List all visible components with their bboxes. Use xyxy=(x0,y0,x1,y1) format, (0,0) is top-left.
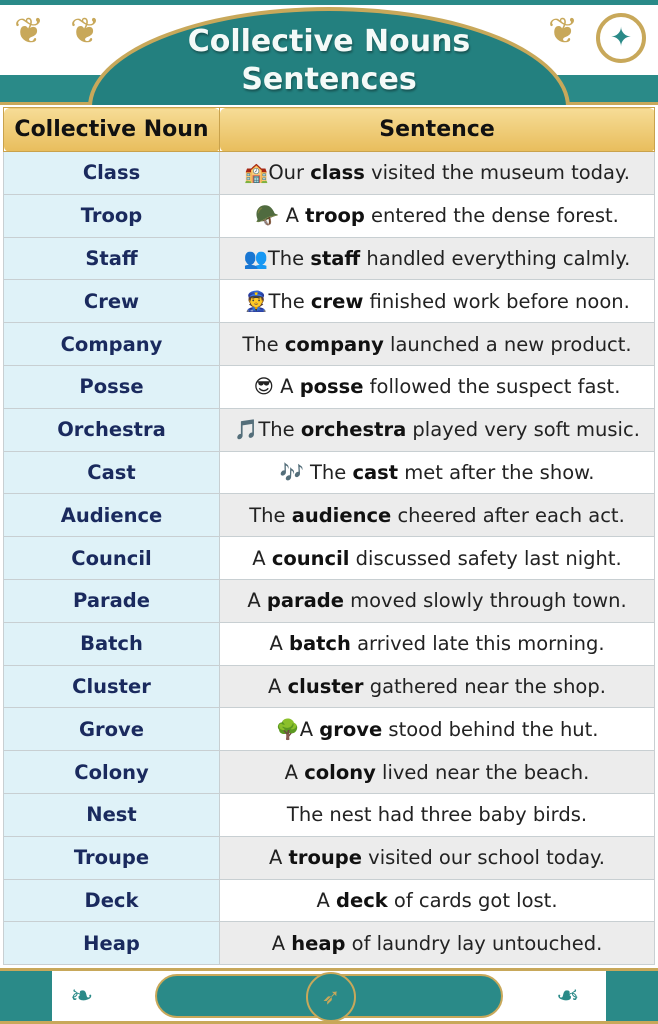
emoji-icon: 🎵 xyxy=(234,418,259,442)
sentence-noun: batch xyxy=(288,632,351,656)
collective-nouns-table xyxy=(3,107,655,965)
table-row xyxy=(4,280,655,323)
sentence-noun: troop xyxy=(305,204,365,228)
sentence-pre: A xyxy=(252,546,272,570)
table-row xyxy=(4,879,655,922)
noun-cell: Nest xyxy=(4,793,220,836)
sentence-post: played very soft music. xyxy=(406,418,640,442)
sentence-post: lived near the beach. xyxy=(375,760,590,784)
footer-border xyxy=(0,968,658,1024)
sentence-post: stood behind the hut. xyxy=(382,717,599,741)
sentence-post: visited the museum today. xyxy=(364,161,630,185)
compass-icon: ➶ xyxy=(306,972,356,1022)
noun-cell: Batch xyxy=(4,622,220,665)
sentence-pre: A xyxy=(269,846,289,870)
compass-icon: ✦ xyxy=(596,13,646,63)
emoji-icon: 👮 xyxy=(244,289,269,313)
table-row xyxy=(4,323,655,366)
sentence-post: of cards got lost. xyxy=(387,888,558,912)
sentence-cell xyxy=(220,237,655,280)
sentence-post: gathered near the shop. xyxy=(363,674,606,698)
emoji-icon: 😎 xyxy=(253,375,274,399)
sentence-post: arrived late this morning. xyxy=(350,632,605,656)
corner-ornament xyxy=(606,971,658,1021)
leaf-ornament-icon: ❧ xyxy=(556,979,580,1012)
noun-cell: Staff xyxy=(4,237,220,280)
emoji-icon: 🎶 xyxy=(279,460,304,484)
sentence-cell xyxy=(220,152,655,195)
sentence-pre: A xyxy=(271,931,292,955)
noun-cell: Cast xyxy=(4,451,220,494)
sentence-cell xyxy=(220,922,655,965)
noun-cell: Grove xyxy=(4,708,220,751)
sentence-pre: The xyxy=(268,289,311,313)
sentence-post: discussed safety last night. xyxy=(349,546,622,570)
sentence-noun: posse xyxy=(299,375,364,399)
sentence-post: followed the suspect fast. xyxy=(363,375,621,399)
sentence-cell xyxy=(220,537,655,580)
emoji-icon: 🏫 xyxy=(244,161,269,185)
noun-cell: Deck xyxy=(4,879,220,922)
table-row xyxy=(4,237,655,280)
sentence-noun: troupe xyxy=(288,846,362,870)
sentence-pre: A xyxy=(316,888,337,912)
sentence-noun: council xyxy=(271,546,350,570)
column-header-sentence: Sentence xyxy=(220,108,655,152)
noun-cell: Cluster xyxy=(4,665,220,708)
sentence-noun: class xyxy=(310,161,365,185)
table-row xyxy=(4,579,655,622)
table-row xyxy=(4,537,655,580)
sentence-noun: heap xyxy=(291,931,346,955)
sentence-cell xyxy=(220,451,655,494)
sentence-cell xyxy=(220,879,655,922)
plant-icon: ❦ xyxy=(548,11,579,52)
sentence-noun: cast xyxy=(352,460,399,484)
sentence-cell xyxy=(220,622,655,665)
sentence-pre: A xyxy=(269,632,289,656)
sentence-pre: Our xyxy=(268,161,311,185)
sentence-post: cheered after each act. xyxy=(391,503,625,527)
sentence-pre: A xyxy=(284,760,305,784)
sentence-noun: parade xyxy=(266,589,344,613)
sentence-cell xyxy=(220,708,655,751)
sentence-post: moved slowly through town. xyxy=(343,589,627,613)
table-row xyxy=(4,152,655,195)
sentence-noun: crew xyxy=(310,289,364,313)
sentence-cell xyxy=(220,665,655,708)
sentence-pre: The xyxy=(258,418,301,442)
table-row xyxy=(4,451,655,494)
table-row xyxy=(4,922,655,965)
table-row xyxy=(4,665,655,708)
table-row xyxy=(4,622,655,665)
sentence-pre: A xyxy=(279,204,306,228)
sentence-pre: A xyxy=(299,717,320,741)
sentence-cell xyxy=(220,323,655,366)
page-title xyxy=(88,23,570,99)
sentence-cell xyxy=(220,280,655,323)
sentence-pre: A xyxy=(268,674,288,698)
header-banner xyxy=(0,0,658,100)
noun-cell: Audience xyxy=(4,494,220,537)
noun-cell: Council xyxy=(4,537,220,580)
sentence-cell xyxy=(220,408,655,451)
table-row xyxy=(4,408,655,451)
sentence-cell xyxy=(220,365,655,408)
noun-cell: Troop xyxy=(4,194,220,237)
sentence-cell xyxy=(220,494,655,537)
column-header-noun: Collective Noun xyxy=(4,108,220,152)
sentence-pre: The xyxy=(249,503,292,527)
sentence-pre: The xyxy=(303,460,353,484)
corner-ornament xyxy=(0,971,52,1021)
noun-cell: Parade xyxy=(4,579,220,622)
sentence-pre: The xyxy=(242,332,285,356)
sentence-noun: orchestra xyxy=(300,418,407,442)
title-line-2: Sentences xyxy=(241,62,417,97)
emoji-icon: 🌳 xyxy=(275,717,300,741)
emoji-icon: 👥 xyxy=(243,246,268,270)
sentence-post: entered the dense forest. xyxy=(364,204,619,228)
sentence-cell xyxy=(220,793,655,836)
table-row xyxy=(4,494,655,537)
leaf-ornament-icon: ❧ xyxy=(70,979,94,1012)
noun-cell: Posse xyxy=(4,365,220,408)
table-row xyxy=(4,365,655,408)
sentence-cell xyxy=(220,751,655,794)
sentence-post: finished work before noon. xyxy=(363,289,630,313)
sentence-pre: The nest had three baby birds. xyxy=(286,803,588,827)
table-row xyxy=(4,708,655,751)
sentence-post: of laundry lay untouched. xyxy=(345,931,603,955)
sentence-noun: company xyxy=(284,332,384,356)
sentence-noun: audience xyxy=(291,503,392,527)
table-row xyxy=(4,836,655,879)
title-line-1: Collective Nouns xyxy=(187,24,471,59)
sentence-cell xyxy=(220,194,655,237)
sentence-noun: colony xyxy=(304,760,376,784)
table-row xyxy=(4,793,655,836)
table-row xyxy=(4,751,655,794)
noun-cell: Company xyxy=(4,323,220,366)
emoji-icon: 🪖 xyxy=(255,204,280,228)
sentence-noun: grove xyxy=(319,717,383,741)
sentence-pre: A xyxy=(247,589,267,613)
sentence-post: launched a new product. xyxy=(383,332,632,356)
sentence-pre: The xyxy=(267,246,311,270)
sentence-post: handled everything calmly. xyxy=(360,246,631,270)
sentence-pre: A xyxy=(273,375,300,399)
sentence-cell xyxy=(220,836,655,879)
noun-cell: Orchestra xyxy=(4,408,220,451)
noun-cell: Colony xyxy=(4,751,220,794)
sentence-noun: cluster xyxy=(287,674,364,698)
table-row xyxy=(4,194,655,237)
noun-cell: Crew xyxy=(4,280,220,323)
sentence-cell xyxy=(220,579,655,622)
sentence-post: met after the show. xyxy=(398,460,595,484)
plant-icon: ❦ xyxy=(14,11,45,52)
plant-icon: ❦ xyxy=(70,11,101,52)
noun-cell: Class xyxy=(4,152,220,195)
sentence-noun: staff xyxy=(310,246,361,270)
noun-cell: Troupe xyxy=(4,836,220,879)
noun-cell: Heap xyxy=(4,922,220,965)
sentence-post: visited our school today. xyxy=(361,846,605,870)
sentence-noun: deck xyxy=(336,888,388,912)
